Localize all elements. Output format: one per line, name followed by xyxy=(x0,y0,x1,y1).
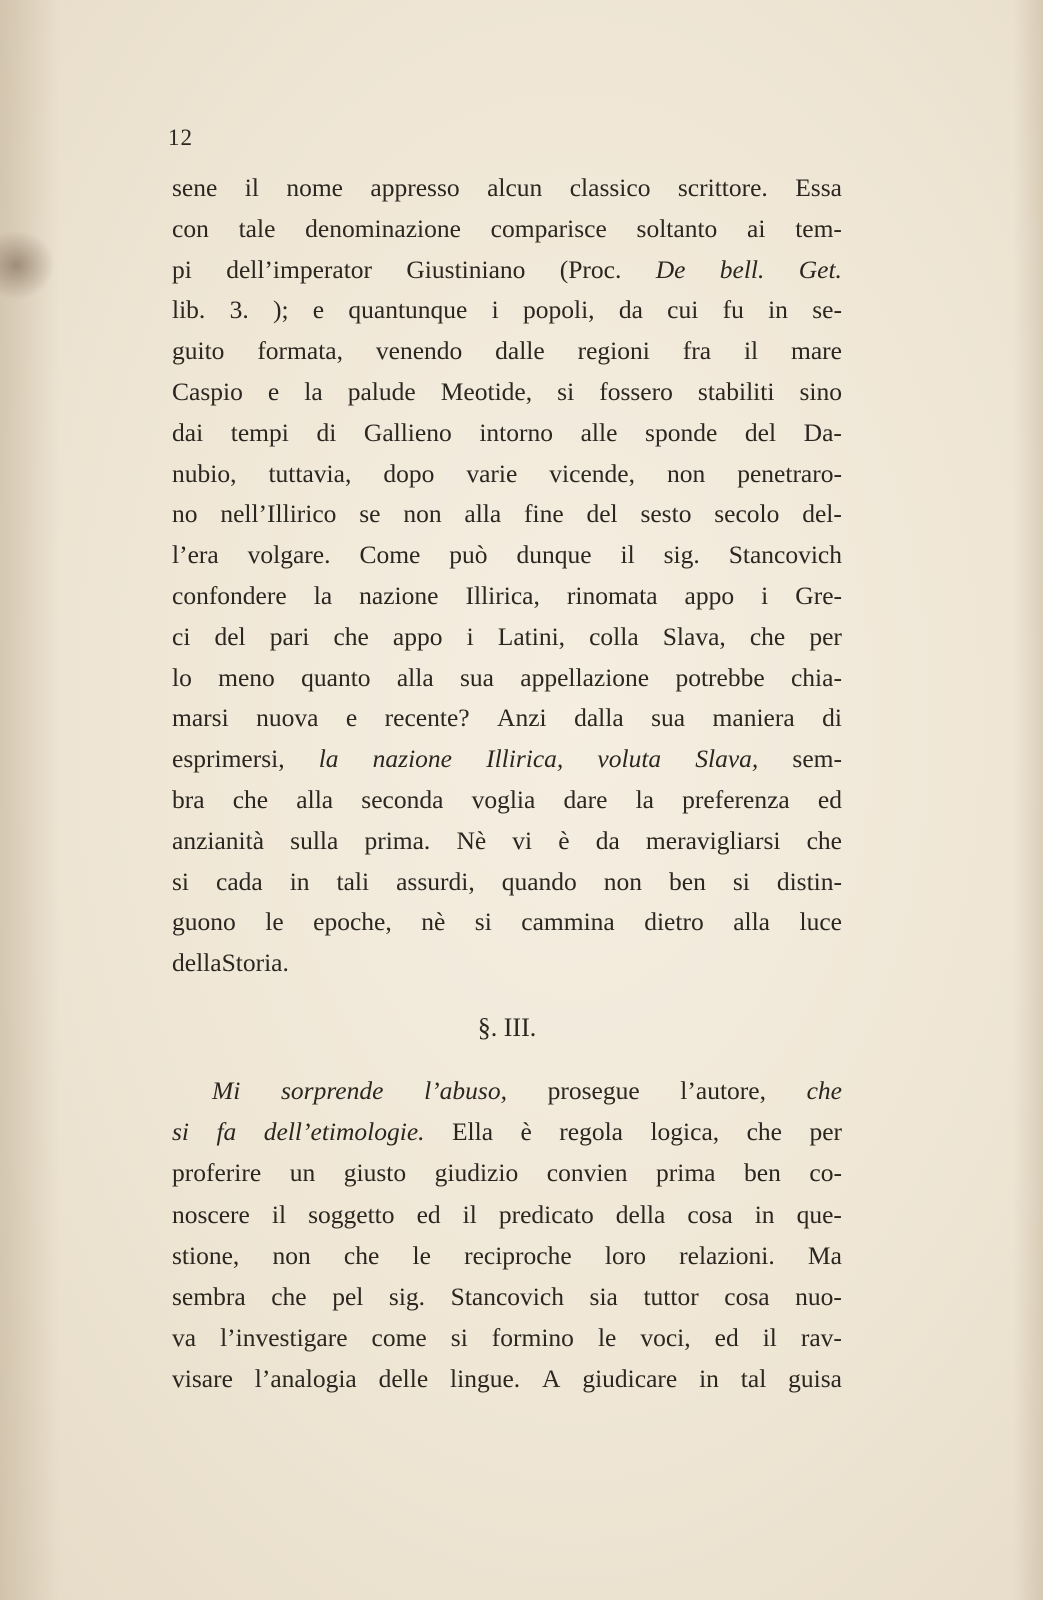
word: l’investigare xyxy=(220,1323,348,1353)
word: que- xyxy=(796,1199,842,1229)
word: Latini, xyxy=(497,621,566,651)
word: in xyxy=(289,866,310,896)
text-line xyxy=(172,780,842,821)
word: Anzi xyxy=(497,703,547,733)
word: che xyxy=(343,1240,380,1270)
word: Ma xyxy=(807,1240,842,1270)
word: noscere xyxy=(172,1199,250,1229)
word: alla xyxy=(296,784,334,814)
text-line xyxy=(172,1276,842,1317)
word: voluta xyxy=(597,744,662,774)
word: dell’imperator xyxy=(226,254,373,284)
word: fine xyxy=(524,499,564,529)
word: sua xyxy=(651,703,686,733)
word: potrebbe xyxy=(675,662,765,692)
word: ben xyxy=(744,1158,781,1188)
word: bra xyxy=(172,784,205,814)
word: in xyxy=(699,1364,719,1394)
word: non xyxy=(403,499,442,529)
word: vicende, xyxy=(549,458,635,488)
word: Come xyxy=(359,540,421,570)
word: l’analogia xyxy=(254,1364,357,1394)
word: luce xyxy=(799,907,842,937)
word: rinomata xyxy=(566,580,658,610)
word: nell’Illirico xyxy=(220,499,337,529)
word: tempi xyxy=(230,417,289,447)
text-line xyxy=(172,821,842,862)
word: voglia xyxy=(471,784,536,814)
word: prosegue xyxy=(547,1076,640,1105)
text-line xyxy=(172,1194,842,1235)
word: Stancovich xyxy=(450,1282,564,1312)
word: intorno xyxy=(479,417,553,447)
word: stabiliti xyxy=(697,376,775,406)
word: venendo xyxy=(375,336,463,366)
word: e xyxy=(345,703,358,733)
word: che xyxy=(806,1076,842,1105)
word: pel xyxy=(332,1282,364,1312)
word: l’abuso, xyxy=(424,1076,507,1105)
word: nè xyxy=(421,907,446,937)
word: visare xyxy=(172,1364,233,1394)
text-line xyxy=(172,209,842,250)
word: A xyxy=(542,1364,561,1394)
word: guisa xyxy=(788,1364,842,1394)
word: stione, xyxy=(172,1240,240,1270)
word: giusto xyxy=(343,1158,407,1188)
text-line xyxy=(172,943,842,984)
word: bell. xyxy=(719,254,765,284)
page-number: 12 xyxy=(168,125,193,150)
word: il xyxy=(271,1199,287,1229)
word: assurdi, xyxy=(396,866,475,896)
text-line xyxy=(172,1152,842,1193)
word: in xyxy=(768,295,788,325)
word: da xyxy=(595,825,620,855)
word: giudicare xyxy=(582,1364,678,1394)
word: nuo- xyxy=(795,1282,842,1312)
word: il xyxy=(620,540,635,570)
word: ed xyxy=(817,784,842,814)
word: che xyxy=(749,621,786,651)
word: tem- xyxy=(795,213,842,243)
word: cosa xyxy=(724,1282,770,1312)
word: Storia. xyxy=(221,948,289,978)
word: dalle xyxy=(495,336,545,366)
word: Giustiniano xyxy=(406,254,526,284)
text-line xyxy=(172,454,842,495)
word: mare xyxy=(791,336,842,366)
word: e xyxy=(312,295,325,325)
word: relazioni. xyxy=(679,1240,775,1270)
word: prima xyxy=(656,1158,716,1188)
word: logica, xyxy=(650,1117,720,1147)
section-heading: §. III. xyxy=(477,1013,537,1042)
word: Essa xyxy=(795,173,842,202)
word: fossero xyxy=(599,376,673,406)
word: da xyxy=(618,295,643,325)
word: di xyxy=(822,703,842,733)
word: non xyxy=(603,866,643,896)
word: si xyxy=(732,866,750,896)
text-line xyxy=(172,331,842,372)
word: penetraro- xyxy=(737,458,842,488)
word: (Proc. xyxy=(559,254,622,284)
word: è xyxy=(558,825,570,855)
word: il xyxy=(743,336,759,366)
word: non xyxy=(666,458,706,488)
word: giudizio xyxy=(434,1158,519,1188)
word: ed xyxy=(714,1323,739,1353)
word: nuova xyxy=(256,703,319,733)
word: fu xyxy=(722,295,744,325)
word: Stancovich xyxy=(728,540,842,570)
word: sino xyxy=(799,376,842,406)
word: Gallieno xyxy=(363,417,452,447)
word: con xyxy=(172,213,209,243)
word: l’era xyxy=(172,540,219,570)
word: volgare. xyxy=(247,540,331,570)
word: esprimersi, xyxy=(172,744,285,774)
text-line xyxy=(172,1358,842,1399)
word: sua xyxy=(459,662,494,692)
word: formino xyxy=(491,1323,574,1353)
word: guono xyxy=(172,907,236,937)
text-line xyxy=(172,862,842,903)
word: nazione xyxy=(359,580,439,610)
word: varie xyxy=(466,458,518,488)
word: dai xyxy=(172,417,204,447)
word: il xyxy=(462,1199,477,1229)
word: colla xyxy=(589,621,639,651)
word: rav- xyxy=(800,1323,842,1353)
word: alla xyxy=(396,662,434,692)
word: vi xyxy=(512,825,533,855)
word: per xyxy=(809,621,842,651)
word: che xyxy=(333,621,369,651)
word: soggetto xyxy=(308,1199,395,1229)
word: che xyxy=(806,825,842,855)
word: cammina xyxy=(521,907,615,937)
word: ben xyxy=(669,866,706,896)
word: l’autore, xyxy=(680,1076,766,1105)
word: appellazione xyxy=(520,662,650,692)
word: convien xyxy=(546,1158,628,1188)
text-line xyxy=(172,250,842,291)
word: maniera xyxy=(712,703,795,733)
text-line xyxy=(172,494,842,535)
word: sig. xyxy=(388,1282,426,1312)
word: lo xyxy=(172,662,192,692)
word: si xyxy=(474,907,492,937)
word: anzianità xyxy=(172,825,265,855)
word: le xyxy=(412,1240,431,1270)
word: confondere xyxy=(172,580,287,610)
word: distin- xyxy=(776,866,842,896)
word: dietro xyxy=(644,907,704,937)
word: del xyxy=(586,499,618,529)
word: sig. xyxy=(663,540,700,570)
word: che xyxy=(271,1282,307,1312)
word: preferenza xyxy=(682,784,790,814)
text-line xyxy=(172,698,842,739)
text-line xyxy=(172,739,842,780)
word: della xyxy=(172,948,222,978)
word: denominazione xyxy=(305,213,461,243)
text-line xyxy=(172,372,842,413)
word: delle xyxy=(378,1364,429,1394)
word: va xyxy=(172,1323,197,1353)
text-line xyxy=(172,168,842,209)
word: sorprende xyxy=(280,1076,384,1105)
word: prima. xyxy=(364,825,431,855)
word: in xyxy=(754,1199,775,1229)
word: sesto xyxy=(640,499,692,529)
text-line xyxy=(172,413,842,454)
word: i xyxy=(491,295,499,325)
word: del xyxy=(744,417,777,447)
word: che xyxy=(746,1117,782,1147)
word: dopo xyxy=(383,458,435,488)
word: meno xyxy=(218,662,275,692)
word: ci xyxy=(172,621,191,651)
word: popoli, xyxy=(523,295,595,325)
word: De xyxy=(655,254,686,284)
word: si xyxy=(172,866,190,896)
word: Slava, xyxy=(662,621,726,651)
word: quando xyxy=(501,866,577,896)
word: tale xyxy=(238,213,276,243)
word: nazione xyxy=(372,744,452,774)
word: Caspio xyxy=(172,376,243,406)
word: e xyxy=(267,376,280,406)
word: pi xyxy=(172,254,192,284)
word: loro xyxy=(604,1240,646,1270)
word: se- xyxy=(812,295,842,325)
word: dunque xyxy=(516,540,592,570)
word: dare xyxy=(563,784,608,814)
word: si xyxy=(172,1117,190,1147)
paragraph-2 xyxy=(172,1070,842,1400)
word: le xyxy=(597,1323,617,1353)
word: dalla xyxy=(574,703,624,733)
word: fra xyxy=(682,336,712,366)
word: guito xyxy=(172,336,225,366)
word: ); xyxy=(272,295,289,325)
word: lingue. xyxy=(450,1364,521,1394)
word: Mi xyxy=(212,1076,241,1105)
word: formata, xyxy=(257,336,343,366)
word: la xyxy=(313,580,333,610)
page-stain xyxy=(0,230,55,300)
word: sulla xyxy=(290,825,339,855)
word: si xyxy=(557,376,575,406)
word: che xyxy=(232,784,269,814)
word: cada xyxy=(216,866,263,896)
word: Get. xyxy=(798,254,842,284)
word: alcun xyxy=(487,173,543,202)
word: nubio, xyxy=(172,458,237,488)
word: scrittore. xyxy=(677,173,768,202)
word: 3. xyxy=(229,295,249,325)
word: Slava, xyxy=(695,744,759,774)
text-line xyxy=(172,617,842,658)
word: i xyxy=(761,580,769,610)
word: sia xyxy=(589,1282,618,1312)
word: un xyxy=(289,1158,316,1188)
text-line xyxy=(172,1070,842,1111)
word: sem- xyxy=(792,744,842,774)
paragraph-1 xyxy=(172,168,842,984)
word: ai xyxy=(747,213,766,243)
word: Da- xyxy=(803,417,842,447)
word: dell’etimologie. xyxy=(263,1117,425,1147)
word: di xyxy=(316,417,337,447)
text-line xyxy=(172,290,842,331)
word: può xyxy=(449,540,488,570)
word: co- xyxy=(809,1158,842,1188)
word: come xyxy=(371,1323,427,1353)
word: classico xyxy=(569,173,651,202)
word: predicato xyxy=(498,1199,594,1229)
word: meravigliarsi xyxy=(645,825,781,855)
word: voci, xyxy=(640,1323,691,1353)
word: Illirica, xyxy=(465,580,540,610)
word: alle xyxy=(580,417,618,447)
word: recente? xyxy=(384,703,470,733)
word: nome xyxy=(286,173,343,202)
word: quantunque xyxy=(348,295,468,325)
word: alla xyxy=(733,907,770,937)
word: la xyxy=(635,784,654,814)
text-line xyxy=(172,1111,842,1152)
word: se xyxy=(359,499,381,529)
word: si xyxy=(450,1323,468,1353)
word: sembra xyxy=(172,1282,246,1312)
word: soltanto xyxy=(636,213,718,243)
word: sene xyxy=(172,173,218,202)
word: il xyxy=(244,173,259,202)
word: appo xyxy=(684,580,735,610)
word: regola xyxy=(559,1117,623,1147)
word: cui xyxy=(667,295,699,325)
word: regioni xyxy=(577,336,650,366)
word: per xyxy=(809,1117,842,1147)
word: tali xyxy=(336,866,370,896)
word: del- xyxy=(802,499,842,529)
text-line xyxy=(172,576,842,617)
word: marsi xyxy=(172,703,229,733)
word: fa xyxy=(216,1117,237,1147)
text-line xyxy=(172,535,842,576)
word: comparisce xyxy=(490,213,607,243)
word: Meotide, xyxy=(440,376,533,406)
word: pari xyxy=(269,621,310,651)
word: non xyxy=(272,1240,311,1270)
text-line xyxy=(172,658,842,699)
word: la xyxy=(304,376,323,406)
word: palude xyxy=(347,376,416,406)
text-line xyxy=(172,902,842,943)
word: no xyxy=(172,499,198,529)
word: Illirica, xyxy=(486,744,564,774)
word: il xyxy=(762,1323,777,1353)
word: tal xyxy=(740,1364,767,1394)
word: epoche, xyxy=(313,907,392,937)
word: appo xyxy=(392,621,443,651)
text-line xyxy=(172,1317,842,1358)
word: tuttavia, xyxy=(268,458,352,488)
word: è xyxy=(520,1117,532,1147)
text-line xyxy=(172,1235,842,1276)
word: ed xyxy=(416,1199,441,1229)
word: chia- xyxy=(790,662,842,692)
word: della xyxy=(615,1199,666,1229)
word: reciproche xyxy=(464,1240,572,1270)
word: i xyxy=(466,621,474,651)
word: del xyxy=(214,621,246,651)
word: cosa xyxy=(687,1199,733,1229)
word: tuttor xyxy=(643,1282,699,1312)
word: Nè xyxy=(456,825,487,855)
word: lib. xyxy=(172,295,206,325)
word: le xyxy=(265,907,284,937)
word: quanto xyxy=(301,662,371,692)
word: appresso xyxy=(370,173,460,202)
word: proferire xyxy=(172,1158,262,1188)
word: seconda xyxy=(361,784,444,814)
word: alla xyxy=(464,499,502,529)
word: sponde xyxy=(645,417,718,447)
word: Ella xyxy=(451,1117,494,1147)
word: secolo xyxy=(714,499,780,529)
word: la xyxy=(318,744,339,774)
word: Gre- xyxy=(795,580,842,610)
